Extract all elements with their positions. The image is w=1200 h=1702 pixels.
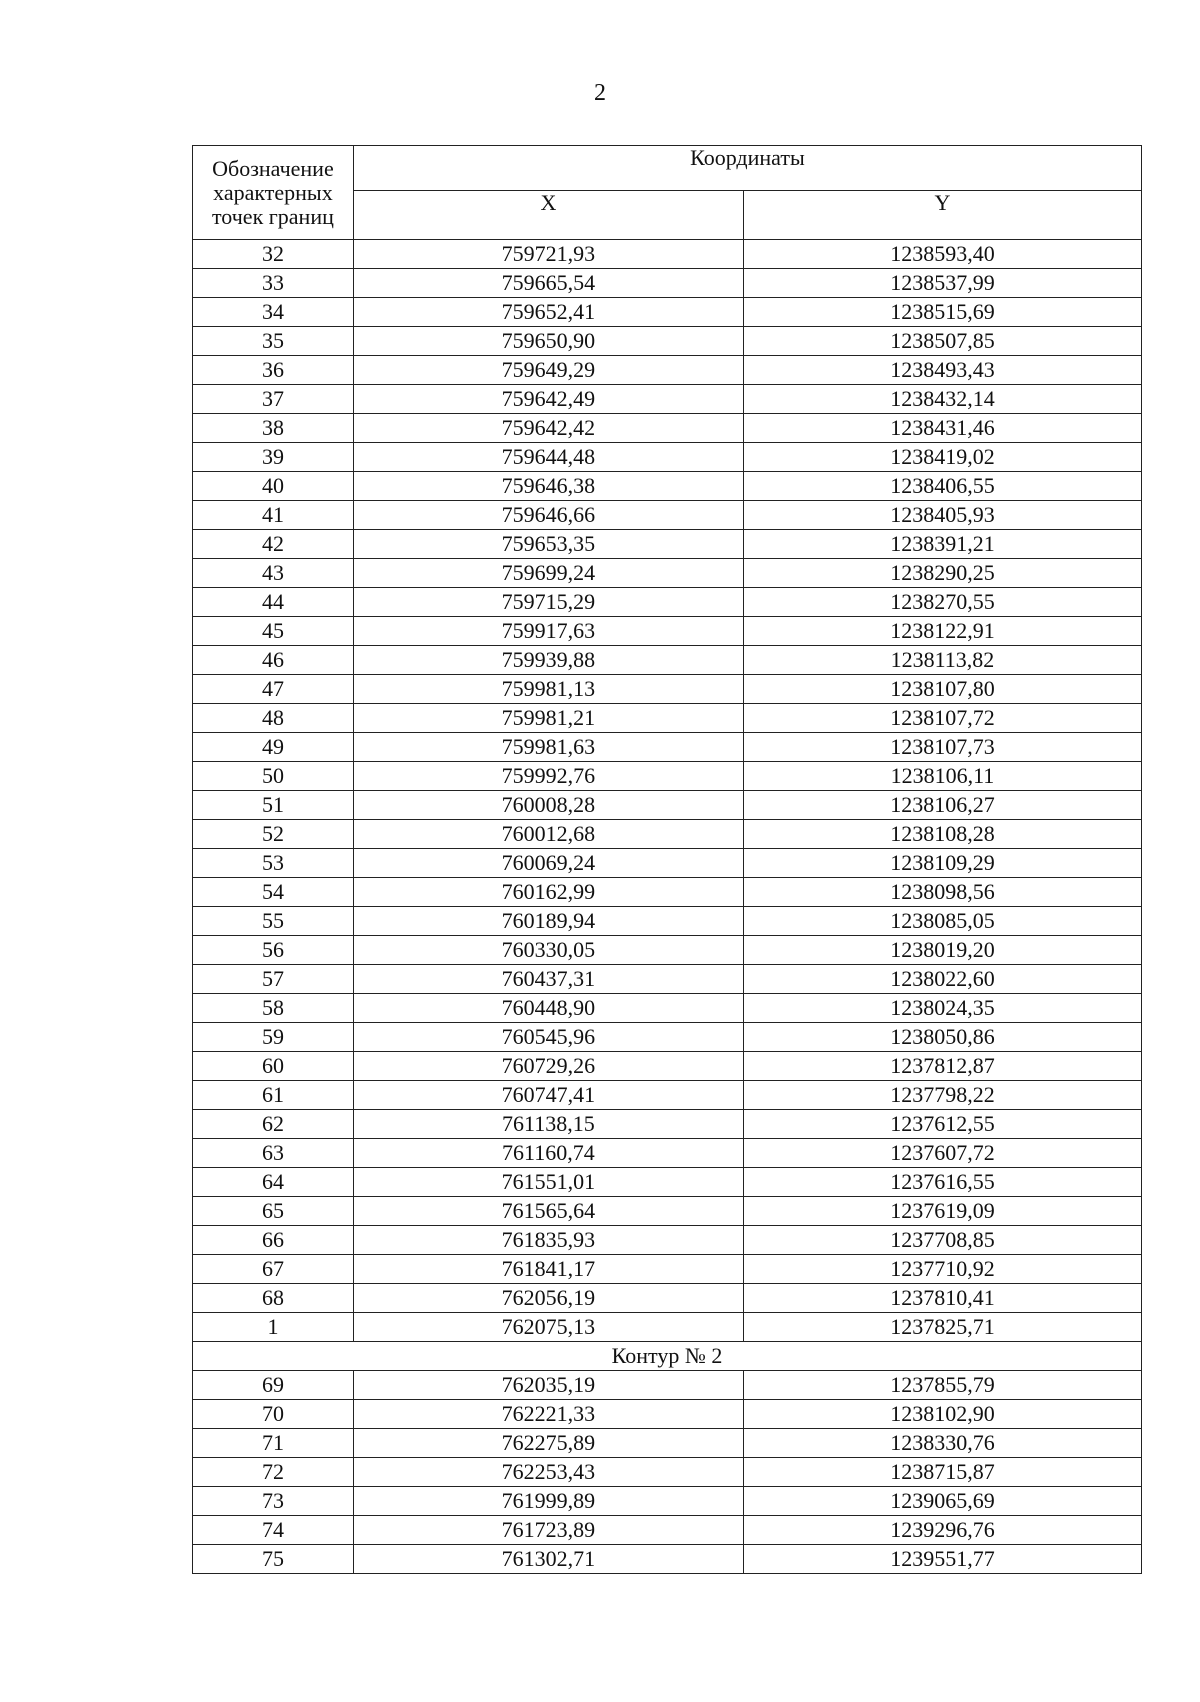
table-row bbox=[193, 1052, 1142, 1081]
y-coordinate-cell: 1237855,79 bbox=[743, 1371, 1141, 1400]
x-coordinate-cell: 759646,38 bbox=[353, 472, 743, 501]
y-coordinate-cell: 1238022,60 bbox=[743, 965, 1141, 994]
y-coordinate-cell: 1238106,27 bbox=[743, 791, 1141, 820]
point-number-cell: 64 bbox=[193, 1168, 354, 1197]
y-coordinate-cell: 1238290,25 bbox=[743, 559, 1141, 588]
point-number-cell: 62 bbox=[193, 1110, 354, 1139]
y-coordinate-cell: 1239551,77 bbox=[743, 1545, 1141, 1574]
table-row bbox=[193, 327, 1142, 356]
x-coordinate-cell: 759642,49 bbox=[353, 385, 743, 414]
y-coordinate-cell: 1237612,55 bbox=[743, 1110, 1141, 1139]
contour-2-label: Контур № 2 bbox=[193, 1342, 1142, 1371]
x-coordinate-cell: 762221,33 bbox=[353, 1400, 743, 1429]
table-row bbox=[193, 1458, 1142, 1487]
x-coordinate-cell: 759646,66 bbox=[353, 501, 743, 530]
table-row bbox=[193, 820, 1142, 849]
x-coordinate-cell: 761723,89 bbox=[353, 1516, 743, 1545]
header-point-designation: Обозначение характерных точек границ bbox=[193, 146, 354, 240]
x-coordinate-cell: 760729,26 bbox=[353, 1052, 743, 1081]
table-row bbox=[193, 1516, 1142, 1545]
x-coordinate-cell: 761302,71 bbox=[353, 1545, 743, 1574]
x-coordinate-cell: 760330,05 bbox=[353, 936, 743, 965]
y-coordinate-cell: 1237798,22 bbox=[743, 1081, 1141, 1110]
y-coordinate-cell: 1238593,40 bbox=[743, 240, 1141, 269]
point-number-cell: 51 bbox=[193, 791, 354, 820]
table-row bbox=[193, 704, 1142, 733]
table-row bbox=[193, 965, 1142, 994]
point-number-cell: 63 bbox=[193, 1139, 354, 1168]
table-row bbox=[193, 240, 1142, 269]
table-row bbox=[193, 733, 1142, 762]
x-coordinate-cell: 759939,88 bbox=[353, 646, 743, 675]
point-number-cell: 52 bbox=[193, 820, 354, 849]
table-row bbox=[193, 849, 1142, 878]
y-coordinate-cell: 1237810,41 bbox=[743, 1284, 1141, 1313]
point-number-cell: 67 bbox=[193, 1255, 354, 1284]
point-number-cell: 61 bbox=[193, 1081, 354, 1110]
point-number-cell: 74 bbox=[193, 1516, 354, 1545]
point-number-cell: 41 bbox=[193, 501, 354, 530]
x-coordinate-cell: 761841,17 bbox=[353, 1255, 743, 1284]
point-number-cell: 39 bbox=[193, 443, 354, 472]
point-number-cell: 72 bbox=[193, 1458, 354, 1487]
x-coordinate-cell: 759992,76 bbox=[353, 762, 743, 791]
point-number-cell: 73 bbox=[193, 1487, 354, 1516]
x-coordinate-cell: 760162,99 bbox=[353, 878, 743, 907]
table-row bbox=[193, 269, 1142, 298]
y-coordinate-cell: 1238050,86 bbox=[743, 1023, 1141, 1052]
x-coordinate-cell: 761138,15 bbox=[353, 1110, 743, 1139]
y-coordinate-cell: 1238507,85 bbox=[743, 327, 1141, 356]
point-number-cell: 65 bbox=[193, 1197, 354, 1226]
table-row bbox=[193, 1284, 1142, 1313]
table-row bbox=[193, 1226, 1142, 1255]
point-number-cell: 56 bbox=[193, 936, 354, 965]
table-row bbox=[193, 994, 1142, 1023]
x-coordinate-cell: 759715,29 bbox=[353, 588, 743, 617]
point-number-cell: 1 bbox=[193, 1313, 354, 1342]
y-coordinate-cell: 1238391,21 bbox=[743, 530, 1141, 559]
point-number-cell: 40 bbox=[193, 472, 354, 501]
x-coordinate-cell: 762075,13 bbox=[353, 1313, 743, 1342]
y-coordinate-cell: 1239065,69 bbox=[743, 1487, 1141, 1516]
y-coordinate-cell: 1238715,87 bbox=[743, 1458, 1141, 1487]
y-coordinate-cell: 1238515,69 bbox=[743, 298, 1141, 327]
y-coordinate-cell: 1238108,28 bbox=[743, 820, 1141, 849]
table-row bbox=[193, 1023, 1142, 1052]
point-number-cell: 36 bbox=[193, 356, 354, 385]
point-number-cell: 59 bbox=[193, 1023, 354, 1052]
y-coordinate-cell: 1238330,76 bbox=[743, 1429, 1141, 1458]
table-row bbox=[193, 1487, 1142, 1516]
table-row bbox=[193, 385, 1142, 414]
y-coordinate-cell: 1237710,92 bbox=[743, 1255, 1141, 1284]
point-number-cell: 55 bbox=[193, 907, 354, 936]
table-row bbox=[193, 1139, 1142, 1168]
y-coordinate-cell: 1238024,35 bbox=[743, 994, 1141, 1023]
x-coordinate-cell: 762035,19 bbox=[353, 1371, 743, 1400]
point-number-cell: 46 bbox=[193, 646, 354, 675]
x-coordinate-cell: 759642,42 bbox=[353, 414, 743, 443]
y-coordinate-cell: 1238419,02 bbox=[743, 443, 1141, 472]
x-coordinate-cell: 759981,13 bbox=[353, 675, 743, 704]
x-coordinate-cell: 761551,01 bbox=[353, 1168, 743, 1197]
table-row bbox=[193, 1313, 1142, 1342]
point-number-cell: 32 bbox=[193, 240, 354, 269]
y-coordinate-cell: 1238109,29 bbox=[743, 849, 1141, 878]
table-row bbox=[193, 1545, 1142, 1574]
x-coordinate-cell: 761999,89 bbox=[353, 1487, 743, 1516]
point-number-cell: 38 bbox=[193, 414, 354, 443]
table-row bbox=[193, 762, 1142, 791]
x-coordinate-cell: 760437,31 bbox=[353, 965, 743, 994]
point-number-cell: 57 bbox=[193, 965, 354, 994]
y-coordinate-cell: 1238106,11 bbox=[743, 762, 1141, 791]
table-row bbox=[193, 1168, 1142, 1197]
table-row bbox=[193, 1400, 1142, 1429]
table-row bbox=[193, 878, 1142, 907]
y-coordinate-cell: 1238019,20 bbox=[743, 936, 1141, 965]
point-number-cell: 58 bbox=[193, 994, 354, 1023]
x-coordinate-cell: 759665,54 bbox=[353, 269, 743, 298]
x-coordinate-cell: 761565,64 bbox=[353, 1197, 743, 1226]
x-coordinate-cell: 759649,29 bbox=[353, 356, 743, 385]
y-coordinate-cell: 1238107,73 bbox=[743, 733, 1141, 762]
x-coordinate-cell: 759650,90 bbox=[353, 327, 743, 356]
table-row bbox=[193, 443, 1142, 472]
y-coordinate-cell: 1237619,09 bbox=[743, 1197, 1141, 1226]
point-number-cell: 54 bbox=[193, 878, 354, 907]
coordinates-table bbox=[192, 145, 1142, 1574]
table-row bbox=[193, 791, 1142, 820]
x-coordinate-cell: 761160,74 bbox=[353, 1139, 743, 1168]
y-coordinate-cell: 1238431,46 bbox=[743, 414, 1141, 443]
point-number-cell: 42 bbox=[193, 530, 354, 559]
table-row bbox=[193, 1081, 1142, 1110]
y-coordinate-cell: 1237708,85 bbox=[743, 1226, 1141, 1255]
x-coordinate-cell: 760545,96 bbox=[353, 1023, 743, 1052]
x-coordinate-cell: 760189,94 bbox=[353, 907, 743, 936]
table-row bbox=[193, 1110, 1142, 1139]
point-number-cell: 33 bbox=[193, 269, 354, 298]
table-row bbox=[193, 907, 1142, 936]
y-coordinate-cell: 1238085,05 bbox=[743, 907, 1141, 936]
x-coordinate-cell: 759653,35 bbox=[353, 530, 743, 559]
table-row bbox=[193, 588, 1142, 617]
point-number-cell: 50 bbox=[193, 762, 354, 791]
point-number-cell: 70 bbox=[193, 1400, 354, 1429]
point-number-cell: 66 bbox=[193, 1226, 354, 1255]
header-y: Y bbox=[743, 191, 1141, 240]
contour-2-rows bbox=[193, 1371, 1142, 1574]
x-coordinate-cell: 759981,21 bbox=[353, 704, 743, 733]
contour-1-rows bbox=[193, 240, 1142, 1342]
x-coordinate-cell: 761835,93 bbox=[353, 1226, 743, 1255]
y-coordinate-cell: 1238113,82 bbox=[743, 646, 1141, 675]
point-number-cell: 45 bbox=[193, 617, 354, 646]
table-row bbox=[193, 559, 1142, 588]
point-number-cell: 75 bbox=[193, 1545, 354, 1574]
y-coordinate-cell: 1238122,91 bbox=[743, 617, 1141, 646]
point-number-cell: 35 bbox=[193, 327, 354, 356]
x-coordinate-cell: 759644,48 bbox=[353, 443, 743, 472]
y-coordinate-cell: 1238270,55 bbox=[743, 588, 1141, 617]
x-coordinate-cell: 759652,41 bbox=[353, 298, 743, 327]
x-coordinate-cell: 762056,19 bbox=[353, 1284, 743, 1313]
x-coordinate-cell: 759699,24 bbox=[353, 559, 743, 588]
table-row bbox=[193, 501, 1142, 530]
x-coordinate-cell: 760448,90 bbox=[353, 994, 743, 1023]
table-row bbox=[193, 936, 1142, 965]
y-coordinate-cell: 1238405,93 bbox=[743, 501, 1141, 530]
y-coordinate-cell: 1238493,43 bbox=[743, 356, 1141, 385]
y-coordinate-cell: 1238537,99 bbox=[743, 269, 1141, 298]
header-coordinates: Координаты bbox=[353, 146, 1141, 191]
table-row bbox=[193, 530, 1142, 559]
point-number-cell: 69 bbox=[193, 1371, 354, 1400]
table-row bbox=[193, 298, 1142, 327]
table-row bbox=[193, 472, 1142, 501]
table-row bbox=[193, 356, 1142, 385]
y-coordinate-cell: 1238432,14 bbox=[743, 385, 1141, 414]
point-number-cell: 48 bbox=[193, 704, 354, 733]
point-number-cell: 43 bbox=[193, 559, 354, 588]
x-coordinate-cell: 760747,41 bbox=[353, 1081, 743, 1110]
point-number-cell: 44 bbox=[193, 588, 354, 617]
header-x: X bbox=[353, 191, 743, 240]
x-coordinate-cell: 762253,43 bbox=[353, 1458, 743, 1487]
point-number-cell: 68 bbox=[193, 1284, 354, 1313]
y-coordinate-cell: 1238107,72 bbox=[743, 704, 1141, 733]
table-row bbox=[193, 414, 1142, 443]
table-row bbox=[193, 1255, 1142, 1284]
table-row bbox=[193, 646, 1142, 675]
point-number-cell: 60 bbox=[193, 1052, 354, 1081]
point-number-cell: 47 bbox=[193, 675, 354, 704]
y-coordinate-cell: 1238098,56 bbox=[743, 878, 1141, 907]
y-coordinate-cell: 1237607,72 bbox=[743, 1139, 1141, 1168]
x-coordinate-cell: 760008,28 bbox=[353, 791, 743, 820]
table-row bbox=[193, 617, 1142, 646]
x-coordinate-cell: 759721,93 bbox=[353, 240, 743, 269]
point-number-cell: 37 bbox=[193, 385, 354, 414]
y-coordinate-cell: 1238102,90 bbox=[743, 1400, 1141, 1429]
point-number-cell: 71 bbox=[193, 1429, 354, 1458]
x-coordinate-cell: 760012,68 bbox=[353, 820, 743, 849]
y-coordinate-cell: 1237825,71 bbox=[743, 1313, 1141, 1342]
x-coordinate-cell: 759917,63 bbox=[353, 617, 743, 646]
x-coordinate-cell: 760069,24 bbox=[353, 849, 743, 878]
point-number-cell: 34 bbox=[193, 298, 354, 327]
y-coordinate-cell: 1238406,55 bbox=[743, 472, 1141, 501]
y-coordinate-cell: 1237616,55 bbox=[743, 1168, 1141, 1197]
table-row bbox=[193, 675, 1142, 704]
x-coordinate-cell: 762275,89 bbox=[353, 1429, 743, 1458]
y-coordinate-cell: 1238107,80 bbox=[743, 675, 1141, 704]
table-row bbox=[193, 1371, 1142, 1400]
point-number-cell: 49 bbox=[193, 733, 354, 762]
y-coordinate-cell: 1239296,76 bbox=[743, 1516, 1141, 1545]
table-row bbox=[193, 1197, 1142, 1226]
table-row bbox=[193, 1429, 1142, 1458]
y-coordinate-cell: 1237812,87 bbox=[743, 1052, 1141, 1081]
point-number-cell: 53 bbox=[193, 849, 354, 878]
x-coordinate-cell: 759981,63 bbox=[353, 733, 743, 762]
page-number: 2 bbox=[594, 80, 606, 106]
